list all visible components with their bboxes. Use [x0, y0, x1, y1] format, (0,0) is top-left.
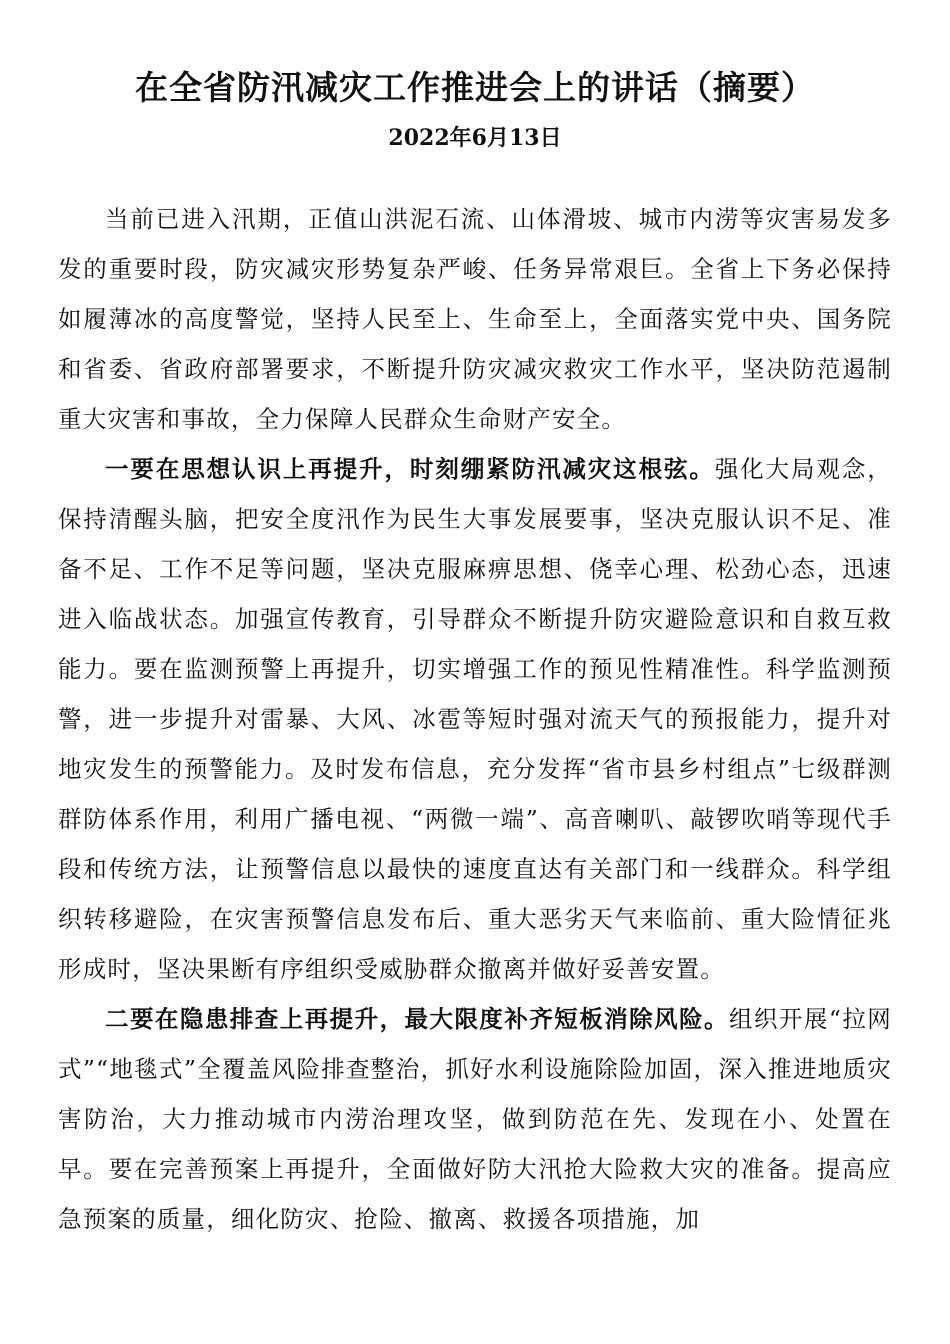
paragraph-text: 组织开展“拉网式”“地毯式”全覆盖风险排查整治，抓好水利设施除险加固，深入推进地质灾害防治，大力推动城市内涝治理攻坚，做到防范在先、发现在小、处置在早。要在完善预案上再提升，全面做好防大汛抢大险救大灾的准备。提高应急预案的质量，细化防灾、抢险、撤离、救援各项措施，加 [58, 1005, 892, 1233]
paragraph-point-one [58, 444, 892, 994]
paragraph-text: 当前已进入汛期，正值山洪泥石流、山体滑坡、城市内涝等灾害易发多发的重要时段，防灾减灾形势复杂严峻、任务异常艰巨。全省上下务必保持如履薄冰的高度警觉，坚持人民至上、生命至上，全面落实党中央、国务院和省委、省政府部署要求，不断提升防灾减灾救灾工作水平，坚决防范遏制重大灾害和事故，全力保障人民群众生命财产安全。 [58, 205, 892, 433]
paragraph-lead: 一要在思想认识上再提升，时刻绷紧防汛减灾这根弦。 [105, 455, 715, 483]
paragraph-text: 强化大局观念，保持清醒头脑，把安全度汛作为民生大事发展要事，坚决克服认识不足、准备不足、工作不足等问题，坚决克服麻痹思想、侥幸心理、松劲心态，迅速进入临战状态。加强宣传教育，引导群众不断提升防灾避险意识和自救互救能力。要在监测预警上再提升，切实增强工作的预见性精准性。科学监测预警，进一步提升对雷暴、大风、冰雹等短时强对流天气的预报能力，提升对地灾发生的预警能力。及时发布信息，充分发挥“省市县乡村组点”七级群测群防体系作用，利用广播电视、“两微一端”、高音喇叭、敲锣吹哨等现代手段和传统方法，让预警信息以最快的速度直达有关部门和一线群众。科学组织转移避险，在灾害预警信息发布后、重大恶劣天气来临前、重大险情征兆形成时，坚决果断有序组织受威胁群众撤离并做好妥善安置。 [58, 455, 892, 983]
paragraph-point-two [58, 994, 892, 1244]
paragraph-intro [58, 194, 892, 444]
document-date: 2022年6月13日 [388, 125, 562, 151]
document-title: 在全省防汛减灾工作推进会上的讲话（摘要） [135, 68, 815, 107]
paragraph-lead: 二要在隐患排查上再提升，最大限度补齐短板消除风险。 [105, 1005, 730, 1033]
document-body [58, 194, 892, 1244]
